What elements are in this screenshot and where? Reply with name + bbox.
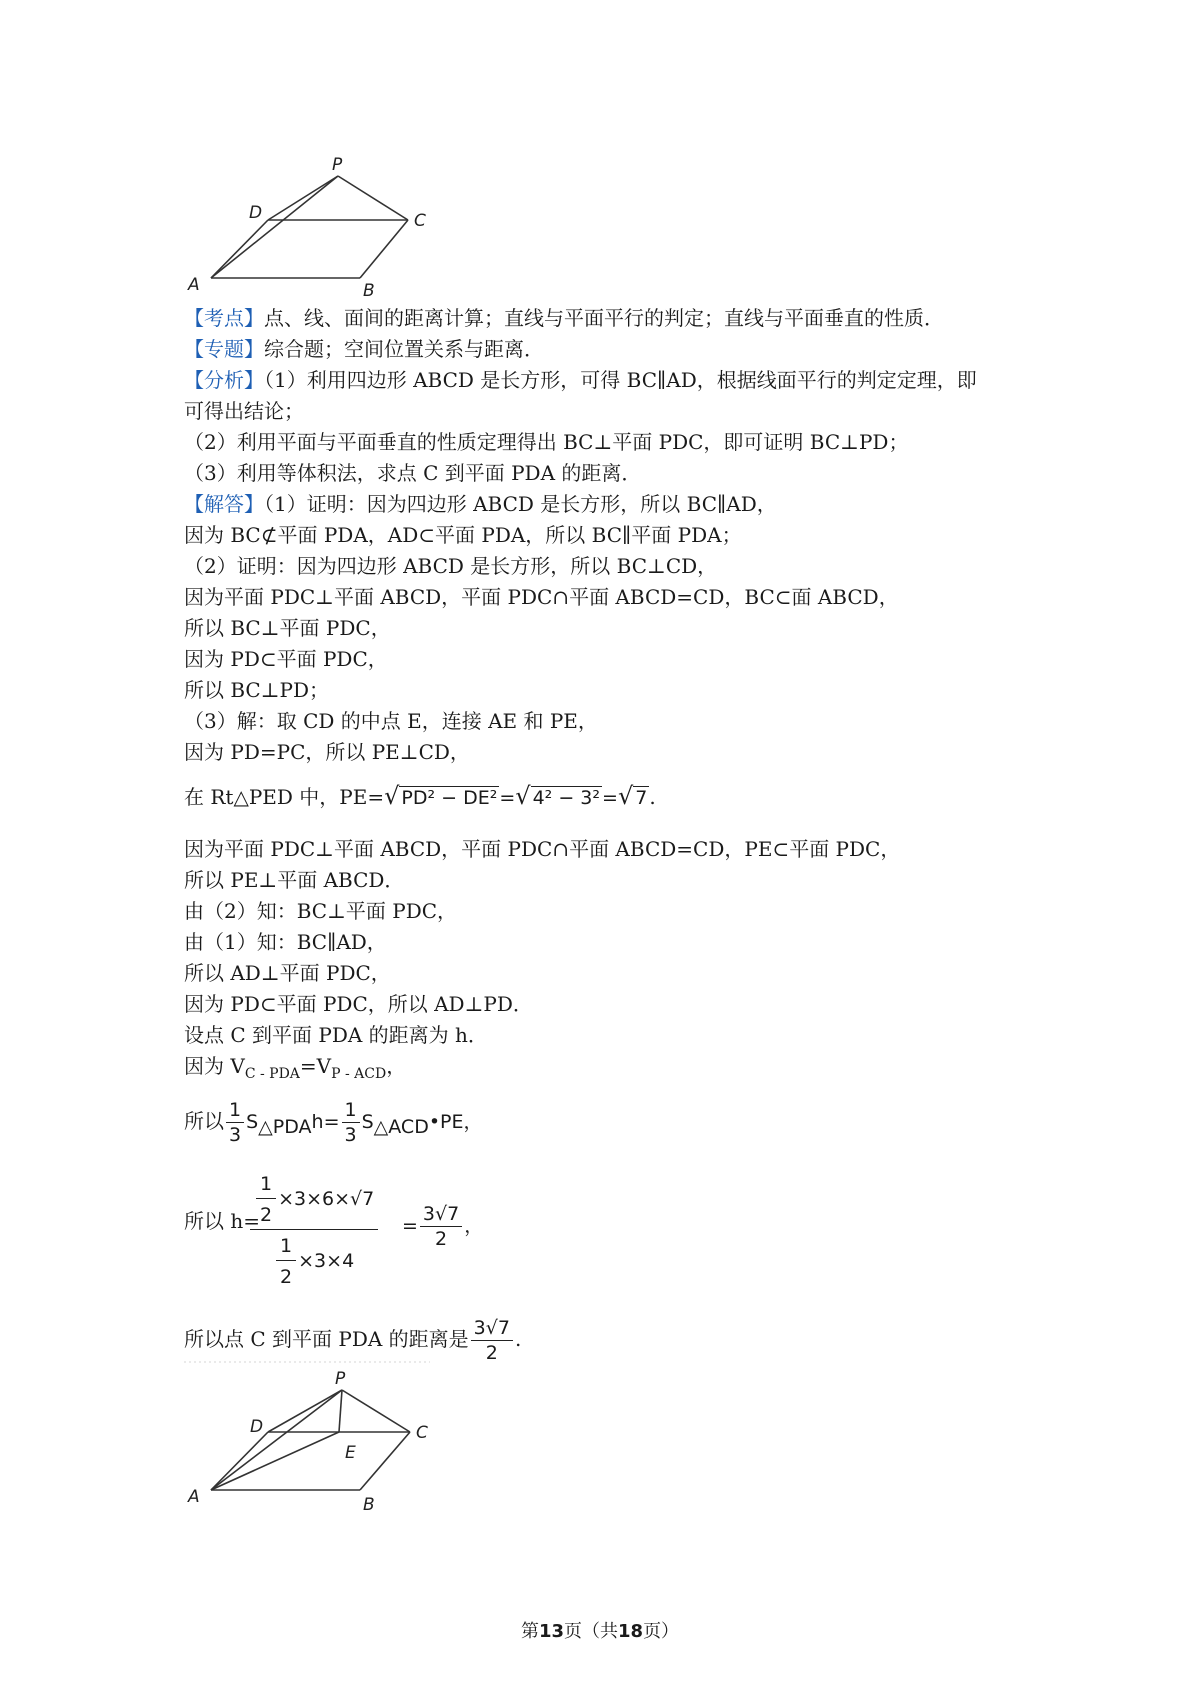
solution-line-5: 所以 BC⊥平面 PDC， bbox=[184, 616, 391, 640]
solution-line-8: （3）解：取 CD 的中点 E，连接 AE 和 PE， bbox=[184, 709, 598, 733]
solution-line-9: 因为 PD=PC，所以 PE⊥CD， bbox=[184, 740, 470, 764]
solution-line-3: （2）证明：因为四边形 ABCD 是长方形，所以 BC⊥CD， bbox=[184, 554, 718, 578]
page-footer: 第13页（共18页） bbox=[520, 1621, 680, 1642]
solution-line-11: 因为平面 PDC⊥平面 ABCD，平面 PDC∩平面 ABCD=CD，PE⊂平面 PDC， bbox=[184, 837, 901, 861]
edge-bc-2 bbox=[360, 1432, 410, 1490]
edge-pd-2 bbox=[268, 1390, 342, 1432]
volume-equation-line: 因为 $V_{C - PDA}=V_{P - ACD}$， bbox=[184, 1054, 407, 1082]
solution-line-13: 由（2）知：BC⊥平面 PDC， bbox=[184, 899, 458, 923]
h-formula-prefix: 所以 h= bbox=[184, 1209, 260, 1233]
solution-line-4: 因为平面 PDC⊥平面 ABCD，平面 PDC∩平面 ABCD=CD，BC⊂面 ABCD， bbox=[184, 585, 899, 609]
zhuanti-line: 【专题】综合题；空间位置关系与距离． bbox=[184, 337, 544, 361]
solution-line-14: 由（1）知：BC∥AD， bbox=[184, 930, 387, 954]
pe-formula-line: 在 Rt△PED 中，PE=√ PD² − DE² =√ 4² − 3² =√ 7 . bbox=[184, 782, 656, 810]
solution-line-16: 因为 PD⊂平面 PDC，所以 AD⊥PD． bbox=[184, 992, 533, 1016]
h-result: = $\frac{3√7}{2}$ ， bbox=[402, 1203, 484, 1250]
fenxi-line-3: （3）利用等体积法，求点 C 到平面 PDA 的距离． bbox=[184, 461, 642, 485]
edge-pe-2 bbox=[339, 1390, 342, 1432]
jieda-line-1: 【解答】（1）证明：因为四边形 ABCD 是长方形，所以 BC∥AD， bbox=[184, 492, 777, 516]
solution-line-7: 所以 BC⊥PD； bbox=[184, 678, 330, 702]
label-b-2: B bbox=[363, 1495, 375, 1515]
final-answer-line: 所以点 C 到平面 PDA 的距离是 $\frac{3√7}{2}$ . bbox=[184, 1317, 522, 1364]
label-c-2: C bbox=[416, 1423, 428, 1443]
volume-expansion-line: 所以 $\frac{1}{3}$ S△PDAh= $\frac{1}{3}$ S△ACD•PE， bbox=[184, 1099, 483, 1146]
label-c: C bbox=[414, 211, 426, 231]
label-p: P bbox=[332, 155, 343, 175]
label-b: B bbox=[363, 281, 375, 301]
label-d: D bbox=[249, 203, 263, 223]
edge-ad-2 bbox=[211, 1432, 268, 1490]
fenxi-line-1b: 可得出结论； bbox=[184, 399, 304, 423]
label-a: A bbox=[188, 275, 200, 295]
solution-line-17: 设点 C 到平面 PDA 的距离为 h． bbox=[184, 1023, 488, 1047]
fenxi-line-1: 【分析】（1）利用四边形 ABCD 是长方形，可得 BC∥AD，根据线面平行的判定定理，即 bbox=[184, 368, 977, 392]
label-d-2: D bbox=[250, 1417, 264, 1437]
label-e-2: E bbox=[345, 1443, 356, 1463]
label-a-2: A bbox=[188, 1487, 200, 1507]
solution-line-12: 所以 PE⊥平面 ABCD． bbox=[184, 868, 405, 892]
solution-line-2: 因为 BC⊄平面 PDA，AD⊂平面 PDA，所以 BC∥平面 PDA； bbox=[184, 523, 742, 547]
edge-pc-2 bbox=[342, 1390, 410, 1432]
fenxi-line-2: （2）利用平面与平面垂直的性质定理得出 BC⊥平面 PDC，即可证明 BC⊥PD； bbox=[184, 430, 909, 454]
solution-line-15: 所以 AD⊥平面 PDC， bbox=[184, 961, 391, 985]
label-p-2: P bbox=[335, 1369, 346, 1389]
solution-line-6: 因为 PD⊂平面 PDC， bbox=[184, 647, 388, 671]
kaodian-line: 【考点】点、线、面间的距离计算；直线与平面平行的判定；直线与平面垂直的性质． bbox=[184, 306, 944, 330]
h-big-fraction: $\frac{1}{2}$ ×3×6×√7 $\frac{1}{2}$ ×3×4 bbox=[250, 1172, 378, 1289]
